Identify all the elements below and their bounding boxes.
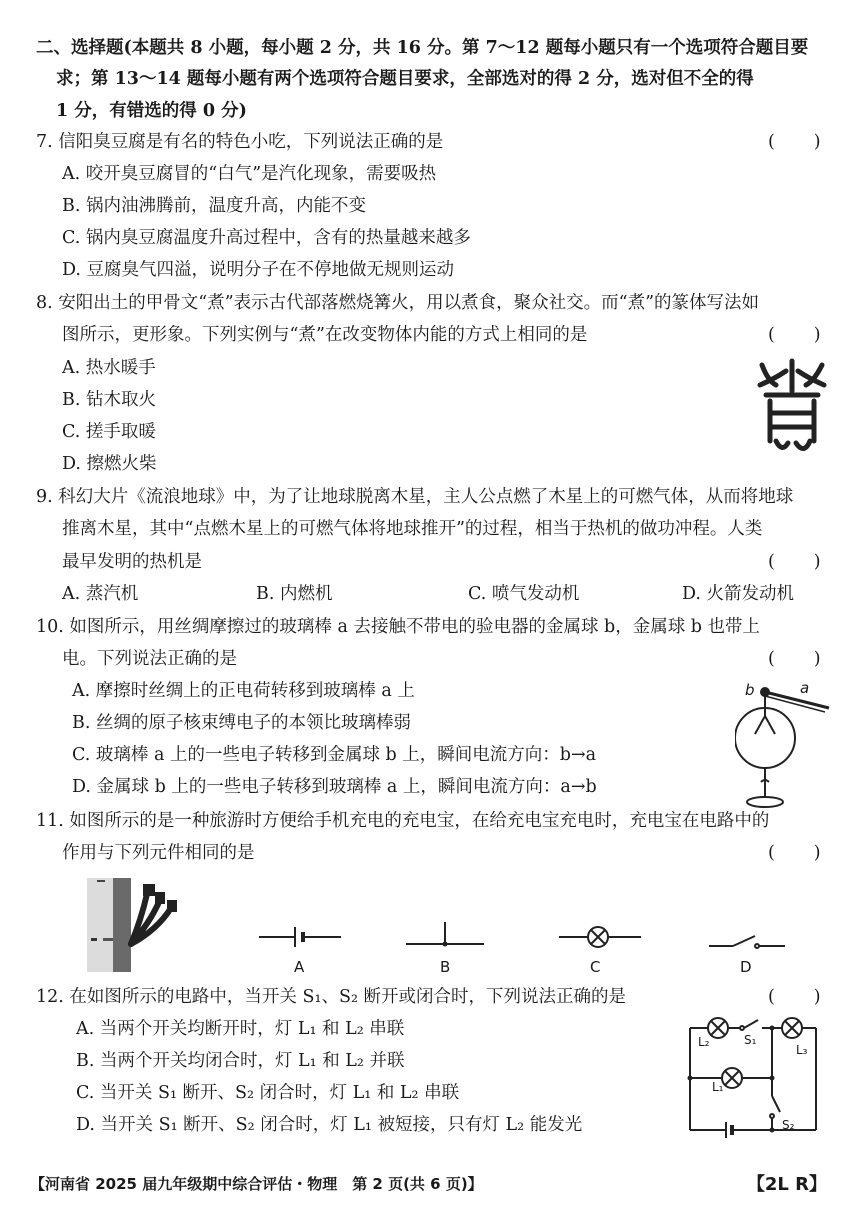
q9-option-c[interactable]: C. 喷气发动机 xyxy=(468,584,580,604)
q12-option-d[interactable]: D. 当开关 S₁ 断开、S₂ 闭合时，灯 L₁ 被短接，只有灯 L₂ 能发光 xyxy=(76,1115,583,1135)
q8-option-a[interactable]: A. 热水暖手 xyxy=(62,358,156,378)
q7-stem: 7. 信阳臭豆腐是有名的特色小吃，下列说法正确的是 xyxy=(36,132,444,152)
q9-option-b[interactable]: B. 内燃机 xyxy=(256,584,333,604)
q10-stem-line2: 电。下列说法正确的是 xyxy=(62,649,237,669)
q11-label-a[interactable]: A xyxy=(294,958,305,976)
q9-option-d[interactable]: D. 火箭发动机 xyxy=(682,584,795,604)
q7-option-c[interactable]: C. 锅内臭豆腐温度升高过程中，含有的热量越来越多 xyxy=(62,228,471,248)
electroscope-label-b: b xyxy=(745,681,755,699)
q12-option-c[interactable]: C. 当开关 S₁ 断开、S₂ 闭合时，灯 L₁ 和 L₂ 串联 xyxy=(76,1083,460,1103)
q7-option-a[interactable]: A. 咬开臭豆腐冒的“白气”是汽化现象，需要吸热 xyxy=(62,164,437,184)
circuit-label-l1: L₁ xyxy=(712,1080,724,1094)
q9-answer-paren[interactable]: ( ) xyxy=(768,552,821,572)
q12-stem: 12. 在如图所示的电路中，当开关 S₁、S₂ 断开或闭合时，下列说法正确的是 xyxy=(36,987,627,1007)
electroscope-label-a: a xyxy=(800,679,810,697)
q8-option-d[interactable]: D. 擦燃火柴 xyxy=(62,454,157,474)
q7-answer-paren[interactable]: ( ) xyxy=(768,132,821,152)
circuit-label-s2: S₂ xyxy=(782,1118,795,1132)
q10-option-a[interactable]: A. 摩擦时丝绸上的正电荷转移到玻璃棒 a 上 xyxy=(72,681,415,701)
q9-stem-line2: 推离木星，其中“点燃木星上的可燃气体将地球推开”的过程，相当于热机的做功冲程。人类 xyxy=(62,519,763,539)
footer-exam-info: 【河南省 2025 届九年级期中综合评估・物理 第 2 页(共 6 页)】 xyxy=(30,1175,483,1193)
q11-label-c[interactable]: C xyxy=(590,958,601,976)
q8-answer-paren[interactable]: ( ) xyxy=(768,325,821,345)
q11-stem-line1: 11. 如图所示的是一种旅游时方便给手机充电的充电宝，在给充电宝充电时，充电宝在电路中的 xyxy=(36,811,770,831)
q8-option-c[interactable]: C. 搓手取暖 xyxy=(62,422,156,442)
q10-option-b[interactable]: B. 丝绸的原子核束缚电子的本领比玻璃棒弱 xyxy=(72,713,411,733)
circuit-label-l3: L₃ xyxy=(796,1043,808,1057)
q10-option-d[interactable]: D. 金属球 b 上的一些电子转移到玻璃棒 a 上，瞬间电流方向：a→b xyxy=(72,777,597,797)
q8-stem-line2: 图所示，更形象。下列实例与“煮”在改变物体内能的方式上相同的是 xyxy=(62,325,588,345)
q11-answer-paren[interactable]: ( ) xyxy=(768,843,821,863)
circuit-label-l2: L₂ xyxy=(698,1035,710,1049)
q12-answer-paren[interactable]: ( ) xyxy=(768,987,821,1007)
circuit-diagram-figure xyxy=(684,1012,824,1142)
section-header-line3: 1 分，有错选的得 0 分) xyxy=(56,101,247,121)
q10-answer-paren[interactable]: ( ) xyxy=(768,649,821,669)
q9-stem-line3: 最早发明的热机是 xyxy=(62,552,202,572)
q9-option-a[interactable]: A. 蒸汽机 xyxy=(62,584,139,604)
q11-label-b[interactable]: B xyxy=(440,958,451,976)
q8-stem-line1: 8. 安阳出土的甲骨文“煮”表示古代部落燃烧篝火，用以煮食，聚众社交。而“煮”的篆体写法如 xyxy=(36,293,760,313)
lamp-symbol-icon xyxy=(555,925,645,949)
q11-label-d[interactable]: D xyxy=(740,958,752,976)
q9-stem-line1: 9. 科幻大片《流浪地球》中，为了让地球脱离木星，主人公点燃了木星上的可燃气体，从而将地球 xyxy=(36,487,794,507)
q7-option-b[interactable]: B. 锅内油沸腾前，温度升高，内能不变 xyxy=(62,196,366,216)
switch-symbol-icon xyxy=(705,932,789,952)
q10-stem-line1: 10. 如图所示，用丝绸摩擦过的玻璃棒 a 去接触不带电的验电器的金属球 b，金属球 b 也带上 xyxy=(36,617,761,637)
q11-stem-line2: 作用与下列元件相同的是 xyxy=(62,843,255,863)
junction-symbol-icon xyxy=(402,920,488,950)
battery-symbol-icon xyxy=(255,925,345,949)
circuit-label-s1: S₁ xyxy=(744,1033,757,1047)
power-bank-figure xyxy=(85,874,185,976)
footer-code: 【2L R】 xyxy=(746,1174,827,1195)
q12-option-a[interactable]: A. 当两个开关均断开时，灯 L₁ 和 L₂ 串联 xyxy=(76,1019,405,1039)
q7-option-d[interactable]: D. 豆腐臭气四溢，说明分子在不停地做无规则运动 xyxy=(62,260,455,280)
q8-option-b[interactable]: B. 钻木取火 xyxy=(62,390,156,410)
q12-option-b[interactable]: B. 当两个开关均闭合时，灯 L₁ 和 L₂ 并联 xyxy=(76,1051,405,1071)
q10-option-c[interactable]: C. 玻璃棒 a 上的一些电子转移到金属球 b 上，瞬间电流方向：b→a xyxy=(72,745,597,765)
seal-script-zhu-figure xyxy=(752,355,832,460)
section-header-line2: 求；第 13～14 题每小题有两个选项符合题目要求，全部选对的得 2 分，选对但不全的得 xyxy=(56,69,754,89)
section-header-line1: 二、选择题(本题共 8 小题，每小题 2 分，共 16 分。第 7～12 题每小题只有一个选项符合题目要 xyxy=(36,38,809,58)
